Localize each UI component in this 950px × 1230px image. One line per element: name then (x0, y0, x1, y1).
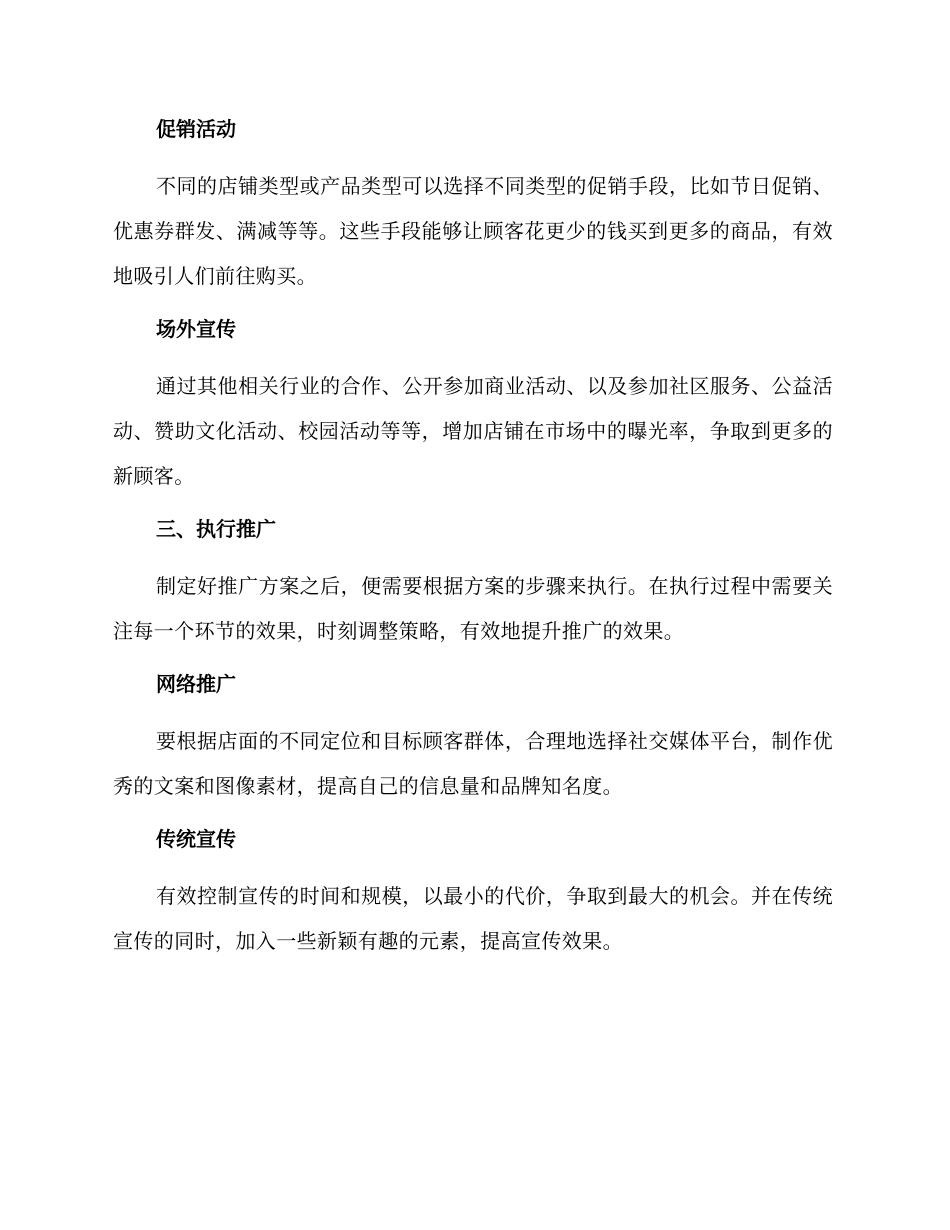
section-heading-traditional-publicity: 传统宣传 (156, 827, 236, 851)
document-page (113, 112, 833, 964)
section-heading-promotion: 促销活动 (156, 117, 236, 141)
section-heading-online-promotion: 网络推广 (156, 672, 236, 696)
section-paragraph-promotion: 不同的店铺类型或产品类型可以选择不同类型的促销手段，比如节日促销、优惠券群发、满减等等。这些手段能够让顾客花更少的钱买到更多的商品，有效地吸引人们前往购买。 (113, 174, 833, 288)
section-heading-execute-promotion: 三、执行推广 (156, 517, 276, 541)
section-paragraph-offsite-publicity: 通过其他相关行业的合作、公开参加商业活动、以及参加社区服务、公益活动、赞助文化活动、校园活动等等，增加店铺在市场中的曝光率，争取到更多的新顾客。 (113, 374, 833, 488)
section-heading-offsite-publicity: 场外宣传 (156, 317, 236, 341)
section-paragraph-execute-promotion: 制定好推广方案之后，便需要根据方案的步骤来执行。在执行过程中需要关注每一个环节的效果，时刻调整策略，有效地提升推广的效果。 (113, 574, 833, 643)
section-paragraph-traditional-publicity: 有效控制宣传的时间和规模，以最小的代价，争取到最大的机会。并在传统宣传的同时，加入一些新颖有趣的元素，提高宣传效果。 (113, 884, 833, 953)
section-paragraph-online-promotion: 要根据店面的不同定位和目标顾客群体，合理地选择社交媒体平台，制作优秀的文案和图像素材，提高自己的信息量和品牌知名度。 (113, 729, 833, 798)
